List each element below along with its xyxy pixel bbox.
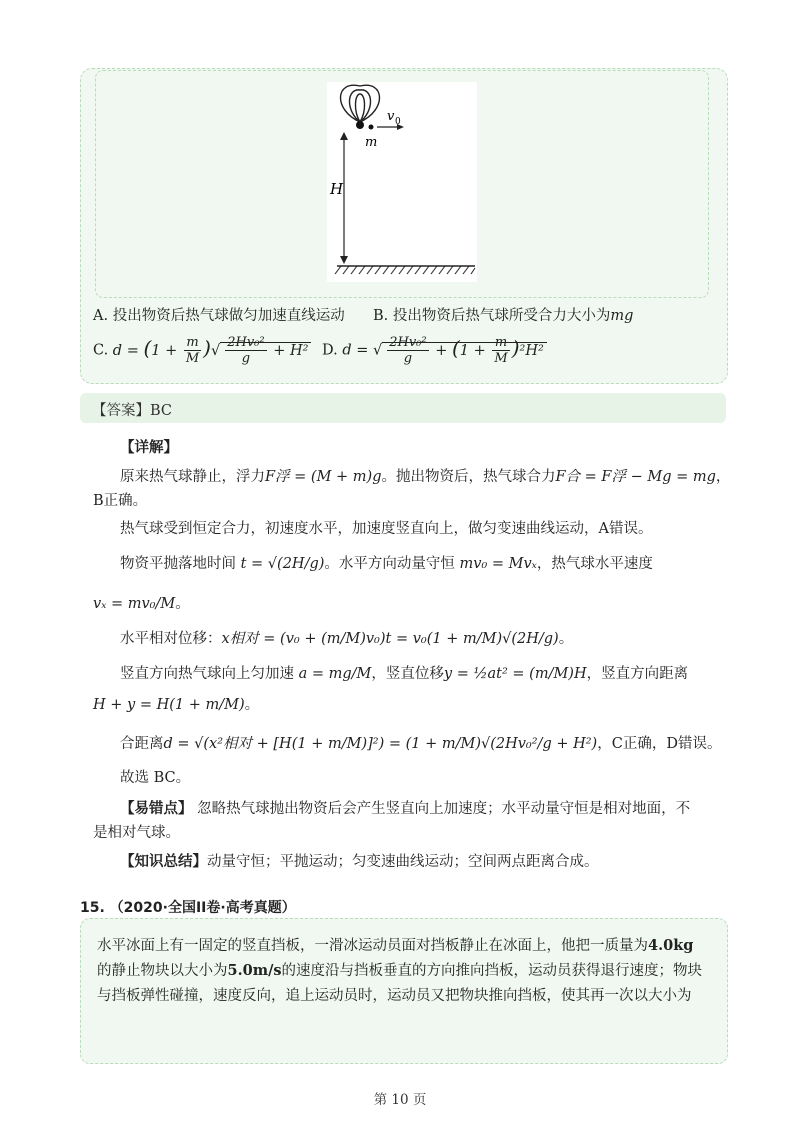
q15-mass-value: 4.0kg xyxy=(648,937,694,954)
p5-text-g: 。 xyxy=(244,697,260,713)
p1-formula-buoyancy: F浮 = (M + m)g xyxy=(265,469,382,485)
p5-text-c: ，竖直位移 xyxy=(371,666,444,682)
p3-text-c: 。水平方向动量守恒 xyxy=(324,556,455,572)
height-arrow-up-icon xyxy=(340,132,348,140)
p4-formula-displacement: x相对 = (v₀ + (m/M)v₀)t = v₀(1 + m/M)√(2H/g) xyxy=(221,631,559,647)
basket-dot xyxy=(356,121,364,129)
option-d xyxy=(322,335,547,366)
p3-formula-momentum: mv₀ = Mvₓ xyxy=(459,556,537,572)
solution-heading: 【详解】 xyxy=(120,439,178,456)
option-b-text: B. 投出物资后热气球所受合力大小为 xyxy=(373,308,611,324)
mistake-point-cont: 是相对气球。 xyxy=(93,825,180,841)
mass-label: m xyxy=(365,135,378,150)
ground-hatch-icon xyxy=(335,266,475,274)
balloon-figure xyxy=(327,82,477,282)
p6-text-a: 合距离 xyxy=(120,736,164,752)
mistake-text: 忽略热气球抛出物资后会产生竖直向上加速度；水平动量守恒是相对地面，不 xyxy=(197,801,691,817)
solution-p5 xyxy=(120,663,688,685)
option-c-label: C. xyxy=(93,342,109,359)
q15-line-1 xyxy=(97,935,693,957)
answer-bar xyxy=(80,393,726,423)
p3-formula-vx: vₓ = mv₀/M xyxy=(93,596,176,612)
solution-p6 xyxy=(120,733,721,755)
p3-text-e: ，热气球水平速度 xyxy=(536,556,653,572)
balloon-icon xyxy=(340,85,379,122)
page-footer: 第 10 页 xyxy=(373,1092,427,1108)
p1-formula-net-force: F合 = F浮 − Mg = mg xyxy=(555,469,716,485)
object-dot xyxy=(369,125,374,130)
p4-text-a: 水平相对位移： xyxy=(120,631,222,647)
p6-text-c: ，C正确，D错误。 xyxy=(597,736,722,752)
p3-text-g: 。 xyxy=(175,596,190,612)
q15-text-2a: 的静止物块以大小为 xyxy=(97,963,228,979)
mistake-label: 【易错点】 xyxy=(120,800,193,817)
solution-p3 xyxy=(120,553,653,575)
option-a: A. 投出物资后热气球做匀加速直线运动 xyxy=(93,308,345,324)
solution-p5-cont xyxy=(93,694,259,716)
q15-line-2 xyxy=(97,960,702,982)
option-b-formula: mg xyxy=(610,308,634,324)
option-d-formula: d = √ $\frac{\text{2Hv₀²}}{g}$ + (1 + $\frac{m}{M}$ )²H² xyxy=(342,342,546,359)
p4-text-c: 。 xyxy=(558,631,574,647)
p5-formula-accel: a = mg/M xyxy=(298,666,372,682)
q15-line-3: 与挡板弹性碰撞，速度反向，追上运动员时，运动员又把物块推向挡板，使其再一次以大小为 xyxy=(97,988,692,1004)
solution-p1 xyxy=(120,466,730,488)
height-label: H xyxy=(330,180,344,198)
mistake-point xyxy=(120,798,690,820)
question-15-header: 15. （2020·全国II卷·高考真题） xyxy=(80,900,296,916)
p5-text-e: ，竖直方向距离 xyxy=(586,666,689,682)
p5-formula-distance: H + y = H(1 + m/M) xyxy=(93,697,245,713)
p3-formula-time: t = √(2H/g) xyxy=(240,556,325,572)
option-c-formula: d = (1 + $\frac{m}{M}$ )√ $\frac{\text{2Hv₀²}}{g}$ + H² xyxy=(113,343,312,359)
p1-text-e: ， xyxy=(715,469,731,485)
option-c xyxy=(93,335,311,366)
p5-formula-vertical: y = ½at² = (m/M)H xyxy=(443,666,587,682)
option-b xyxy=(373,304,633,325)
p6-formula-total: d = √(x²相对 + [H(1 + m/M)]²) = (1 + m/M)√(2Hv₀²/g + H²) xyxy=(163,736,598,752)
solution-p1-cont: B正确。 xyxy=(93,493,148,509)
p3-text-a: 物资平抛落地时间 xyxy=(120,556,236,572)
answer-text: 【答案】BC xyxy=(92,403,173,419)
knowledge-summary xyxy=(120,851,599,873)
q15-text-2c: 的速度沿与挡板垂直的方向推向挡板，运动员获得退行速度；物块 xyxy=(281,963,703,979)
option-d-label: D. xyxy=(322,342,338,359)
solution-p3-cont xyxy=(93,593,190,615)
p5-text-a: 竖直方向热气球向上匀加速 xyxy=(120,666,294,682)
balloon-diagram xyxy=(327,82,477,282)
q15-speed-value: 5.0m/s xyxy=(227,962,282,979)
height-arrow-down-icon xyxy=(340,256,348,264)
summary-text: 动量守恒；平抛运动；匀变速曲线运动；空间两点距离合成。 xyxy=(207,854,599,870)
velocity-subscript: 0 xyxy=(395,117,401,127)
velocity-label: v xyxy=(387,109,395,124)
p1-text-a: 原来热气球静止，浮力 xyxy=(120,469,265,485)
q15-text-1a: 水平冰面上有一固定的竖直挡板，一滑冰运动员面对挡板静止在冰面上，他把一质量为 xyxy=(97,938,648,954)
solution-p2: 热气球受到恒定合力，初速度水平，加速度竖直向上，做匀变速曲线运动，A错误。 xyxy=(120,521,653,537)
solution-p7: 故选 BC。 xyxy=(120,770,191,786)
summary-label: 【知识总结】 xyxy=(120,853,207,870)
p1-text-c: 。抛出物资后，热气球合力 xyxy=(381,469,556,485)
solution-p4 xyxy=(120,628,573,650)
question-15-box xyxy=(80,918,728,1064)
